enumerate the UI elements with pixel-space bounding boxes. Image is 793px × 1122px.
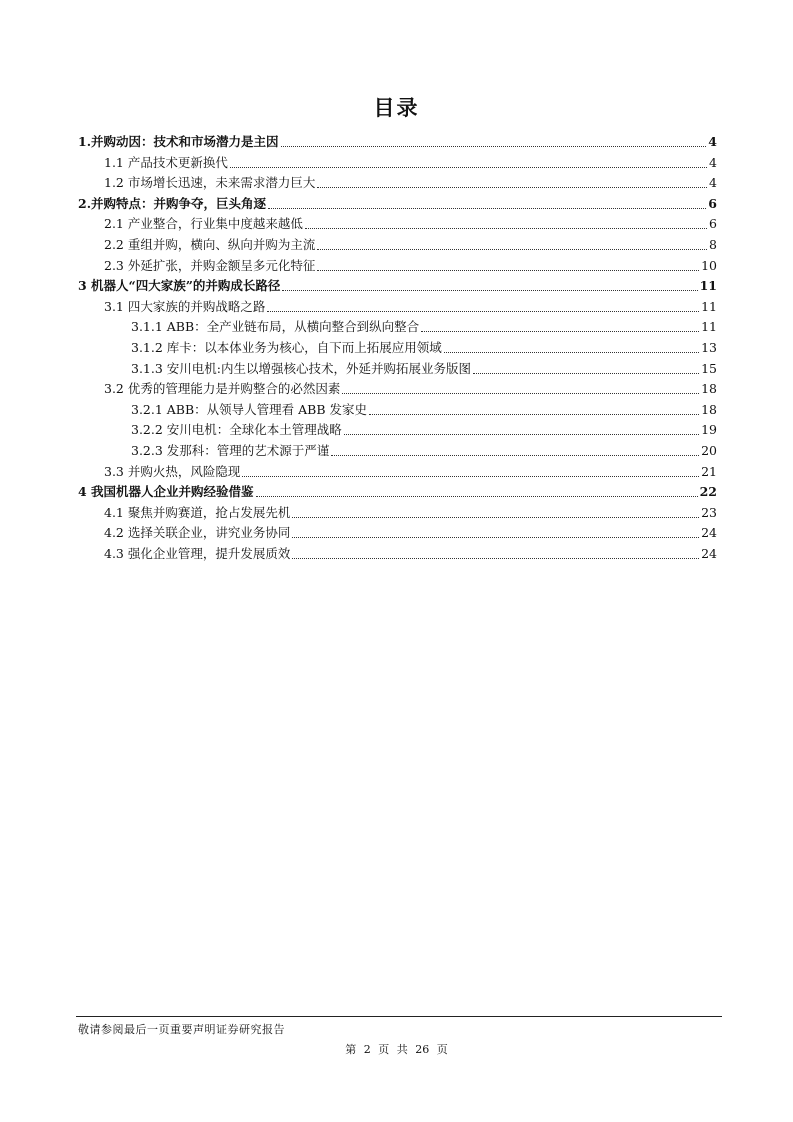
toc-entry-page: 13 xyxy=(701,340,717,355)
toc-entry-page: 18 xyxy=(701,381,717,397)
toc-entry[interactable] xyxy=(104,233,717,253)
toc-entry-title: 4.3 强化企业管理，提升发展质效 xyxy=(104,546,291,561)
toc-entry-page: 6 xyxy=(709,216,717,232)
toc-entry-page: 4 xyxy=(708,134,717,149)
toc-entry[interactable] xyxy=(131,315,717,335)
toc-entry-title: 3.1 四大家族的并购战略之路 xyxy=(104,298,266,314)
toc-entry-title: 4.1 聚焦并购赛道，抢占发展先机 xyxy=(104,504,291,520)
toc-entry-title: 2.3 外延扩张，并购金额呈多元化特征 xyxy=(104,257,316,273)
toc-entry[interactable] xyxy=(104,542,717,562)
toc-entry-title: 1.1 产品技术更新换代 xyxy=(104,154,228,170)
toc-leader xyxy=(317,175,707,188)
toc-entry[interactable] xyxy=(131,336,717,356)
toc-leader xyxy=(317,258,699,271)
toc-entry[interactable] xyxy=(104,501,717,521)
toc-entry[interactable] xyxy=(78,274,717,294)
toc-entry[interactable] xyxy=(104,151,717,171)
toc-entry-title: 3.2.1 ABB：从领导人管理看 ABB 发家史 xyxy=(131,401,368,417)
footer-divider xyxy=(76,1016,722,1017)
toc-leader xyxy=(292,505,699,518)
toc-entry[interactable] xyxy=(104,212,717,232)
toc-entry[interactable] xyxy=(131,439,717,459)
toc-leader xyxy=(267,299,699,312)
toc-entry[interactable] xyxy=(78,480,717,500)
toc-entry-title: 1.2 市场增长迅速，未来需求潜力巨大 xyxy=(104,175,316,191)
toc-entry[interactable] xyxy=(104,171,717,191)
toc-leader xyxy=(256,484,698,497)
toc-entry-title: 2.并购特点：并购争夺，巨头角逐 xyxy=(78,195,267,211)
toc-entry-title: 2.1 产业整合，行业集中度越来越低 xyxy=(104,216,303,232)
toc-leader xyxy=(331,443,699,456)
toc-leader xyxy=(342,381,699,394)
toc-entry-page: 24 xyxy=(701,546,717,561)
toc-entry-page: 11 xyxy=(701,319,717,335)
toc-entry-page: 20 xyxy=(701,443,717,458)
toc-leader xyxy=(421,319,699,332)
toc-entry-title: 3.1.2 库卡：以本体业务为核心，自下而上拓展应用领域 xyxy=(131,340,442,355)
toc-entry-page: 24 xyxy=(701,525,717,541)
toc-leader xyxy=(344,422,699,435)
toc-entry-page: 11 xyxy=(699,278,717,294)
page-title: 目录 xyxy=(373,95,420,120)
toc-entry[interactable] xyxy=(104,295,717,315)
toc-entry-page: 4 xyxy=(709,154,717,170)
toc-leader xyxy=(281,134,707,147)
toc-leader xyxy=(268,196,706,209)
toc-entry-page: 23 xyxy=(701,504,717,520)
toc-leader xyxy=(292,525,699,538)
toc-entry-page: 15 xyxy=(701,360,717,376)
toc-entry-page: 18 xyxy=(701,401,717,417)
toc-leader xyxy=(292,546,699,559)
toc-entry-title: 3.2.2 安川电机：全球化本土管理战略 xyxy=(131,422,342,438)
toc-entry-title: 3.1.3 安川电机:内生以增强核心技术，外延并购拓展业务版图 xyxy=(131,360,471,376)
toc-leader xyxy=(473,361,699,374)
toc-entry-page: 8 xyxy=(709,237,717,252)
toc-entry[interactable] xyxy=(131,418,717,438)
toc-entry[interactable] xyxy=(78,192,717,212)
toc-entry[interactable] xyxy=(78,130,717,150)
page-number: 第 2 页 共 26 页 xyxy=(345,1043,448,1056)
toc-entry-page: 10 xyxy=(701,257,717,273)
toc-entry-title: 2.2 重组并购，横向、纵向并购为主流 xyxy=(104,237,316,252)
toc-leader xyxy=(305,216,707,229)
toc-entry-page: 11 xyxy=(701,298,717,314)
toc-entry-title: 3.2 优秀的管理能力是并购整合的必然因素 xyxy=(104,381,341,397)
toc-entry[interactable] xyxy=(104,460,717,480)
toc-leader xyxy=(369,402,699,415)
toc-entry-page: 6 xyxy=(708,195,717,211)
toc-entry-page: 21 xyxy=(701,463,717,479)
toc-leader xyxy=(282,278,697,291)
toc-entry[interactable] xyxy=(131,398,717,418)
toc-entry[interactable] xyxy=(104,377,717,397)
footer-disclaimer: 敬请参阅最后一页重要声明证券研究报告 xyxy=(78,1023,285,1036)
toc-leader xyxy=(242,464,699,477)
toc-entry[interactable] xyxy=(131,357,717,377)
toc-entry-page: 22 xyxy=(699,484,717,500)
toc-entry-title: 3.2.3 发那科：管理的艺术源于严谨 xyxy=(131,443,330,458)
toc-entry[interactable] xyxy=(104,521,717,541)
toc-entry-title: 3.3 并购火热，风险隐现 xyxy=(104,463,241,479)
toc-entry[interactable] xyxy=(104,254,717,274)
toc-entry-title: 4 我国机器人企业并购经验借鉴 xyxy=(78,484,254,500)
toc-entry-title: 3 机器人“四大家族”的并购成长路径 xyxy=(78,278,281,294)
toc-entry-page: 19 xyxy=(701,422,717,438)
toc-entry-title: 4.2 选择关联企业，讲究业务协同 xyxy=(104,525,291,541)
toc-entry-page: 4 xyxy=(709,175,717,191)
toc-leader xyxy=(230,155,707,168)
toc-entry-title: 1.并购动因：技术和市场潜力是主因 xyxy=(78,134,279,149)
toc-leader xyxy=(444,340,699,353)
toc-entry-title: 3.1.1 ABB：全产业链布局，从横向整合到纵向整合 xyxy=(131,319,420,335)
toc-leader xyxy=(317,237,707,250)
